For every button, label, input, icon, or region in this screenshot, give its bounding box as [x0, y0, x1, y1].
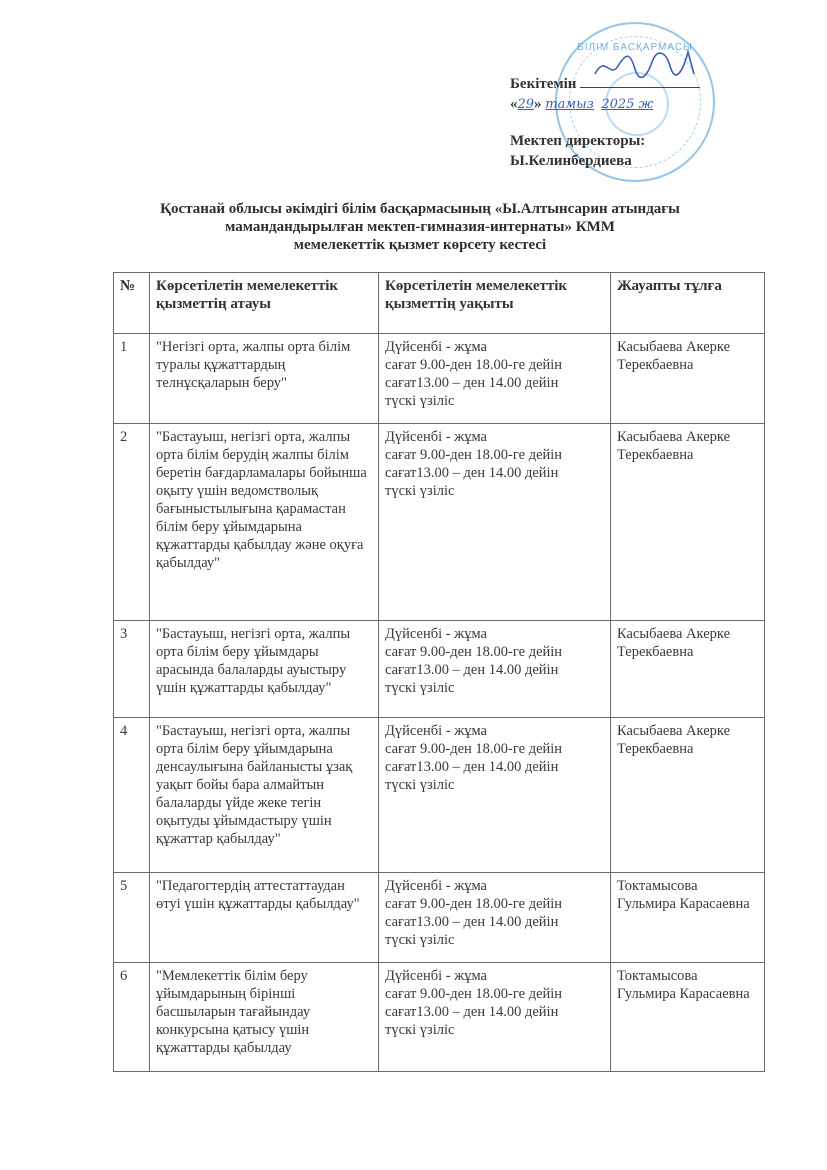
header-responsible: Жауапты тұлға [611, 273, 765, 334]
table-row [114, 873, 765, 963]
service-time [379, 621, 611, 718]
service-schedule-table [113, 272, 765, 1072]
responsible-person: Касыбаева Акерке Терекбаевна [611, 424, 765, 621]
row-number: 5 [114, 873, 150, 963]
table-row [114, 424, 765, 621]
approved-label-line [510, 74, 700, 94]
service-time [379, 718, 611, 873]
time-hours: сағат 9.00-ден 18.00-ге дейін [385, 896, 563, 912]
service-name: "Мемлекеттік білім беру ұйымдарының бірінші басшыларын тағайындау конкурсына қатысу үшін құжаттарды қабылдау [150, 963, 379, 1072]
title-line-1: Қостанай облысы әкімдігі білім басқармасының «Ы.Алтынсарин атындағы [160, 201, 680, 217]
service-name: "Негізгі орта, жалпы орта білім туралы құжаттардың телнұсқаларын беру" [150, 334, 379, 424]
time-break-label: түскі үзіліс [385, 483, 455, 499]
approved-label: Бекітемін [510, 76, 577, 92]
document-title [100, 200, 740, 254]
date-month: тамыз [545, 97, 594, 112]
time-break-label: түскі үзіліс [385, 777, 455, 793]
responsible-person: Токтамысова Гульмира Карасаевна [611, 873, 765, 963]
time-break: сағат13.00 – ден 14.00 дейін [385, 759, 559, 775]
responsible-person: Касыбаева Акерке Терекбаевна [611, 621, 765, 718]
time-break-label: түскі үзіліс [385, 393, 455, 409]
time-hours: сағат 9.00-ден 18.00-ге дейін [385, 986, 563, 1002]
row-number: 6 [114, 963, 150, 1072]
director-position: Мектеп директоры: [510, 133, 646, 149]
service-time [379, 963, 611, 1072]
time-hours: сағат 9.00-ден 18.00-ге дейін [385, 357, 563, 373]
time-break-label: түскі үзіліс [385, 932, 455, 948]
table-header-row [114, 273, 765, 334]
time-break-label: түскі үзіліс [385, 680, 455, 696]
title-line-2: мамандандырылған мектеп-гимназия-интернаты» КММ [225, 219, 615, 235]
approval-date: «29» тамыз 2025 ж [510, 96, 654, 112]
responsible-person: Касыбаева Акерке Терекбаевна [611, 334, 765, 424]
time-days: Дүйсенбі - жұма [385, 723, 487, 739]
time-hours: сағат 9.00-ден 18.00-ге дейін [385, 644, 563, 660]
row-number: 4 [114, 718, 150, 873]
row-number: 2 [114, 424, 150, 621]
row-number: 1 [114, 334, 150, 424]
service-name: "Бастауыш, негізгі орта, жалпы орта білім беру ұйымдары арасында балаларды ауыстыру үшін құжаттарды қабылдау" [150, 621, 379, 718]
time-break: сағат13.00 – ден 14.00 дейін [385, 465, 559, 481]
time-break: сағат13.00 – ден 14.00 дейін [385, 914, 559, 930]
time-break: сағат13.00 – ден 14.00 дейін [385, 375, 559, 391]
header-service-time: Көрсетілетін мемелекеттік қызметтің уақыты [379, 273, 611, 334]
time-days: Дүйсенбі - жұма [385, 878, 487, 894]
table-row [114, 621, 765, 718]
service-time [379, 873, 611, 963]
header-number: № [114, 273, 150, 334]
time-days: Дүйсенбі - жұма [385, 968, 487, 984]
table-row [114, 718, 765, 873]
time-break: сағат13.00 – ден 14.00 дейін [385, 662, 559, 678]
service-time [379, 424, 611, 621]
header-service-name: Көрсетілетін мемелекеттік қызметтің атауы [150, 273, 379, 334]
date-day: 29 [517, 97, 535, 112]
service-name: "Бастауыш, негізгі орта, жалпы орта білім берудің жалпы білім беретін бағдарламалары бойынша оқыту үшін ведомстволық бағыныстылығына қарамастан білім беру ұйымдарына құжаттарды қабылдау және оқуға қабылдау" [150, 424, 379, 621]
time-days: Дүйсенбі - жұма [385, 339, 487, 355]
time-break: сағат13.00 – ден 14.00 дейін [385, 1004, 559, 1020]
time-hours: сағат 9.00-ден 18.00-ге дейін [385, 447, 563, 463]
time-days: Дүйсенбі - жұма [385, 429, 487, 445]
time-break-label: түскі үзіліс [385, 1022, 455, 1038]
time-days: Дүйсенбі - жұма [385, 626, 487, 642]
title-line-3: мемелекеттік қызмет көрсету кестесі [293, 237, 547, 253]
table-row [114, 963, 765, 1072]
service-name: "Педагогтердің аттестаттаудан өтуі үшін құжаттарды қабылдау" [150, 873, 379, 963]
table-row [114, 334, 765, 424]
responsible-person: Касыбаева Акерке Терекбаевна [611, 718, 765, 873]
time-hours: сағат 9.00-ден 18.00-ге дейін [385, 741, 563, 757]
approval-block [510, 74, 700, 171]
responsible-person: Токтамысова Гульмира Карасаевна [611, 963, 765, 1072]
date-year: 2025 ж [601, 97, 654, 112]
director-name: Ы.Келинбердиева [510, 153, 632, 169]
stamp-text: БІЛІМ БАСҚАРМАСЫ [577, 42, 693, 53]
service-name: "Бастауыш, негізгі орта, жалпы орта білім беру ұйымдарына денсаулығына байланысты ұзақ уақыт бойы бара алмайтын балаларды үйде жеке тегін оқытуды ұйымдастыру үшін құжаттар қабылдау" [150, 718, 379, 873]
row-number: 3 [114, 621, 150, 718]
service-time [379, 334, 611, 424]
